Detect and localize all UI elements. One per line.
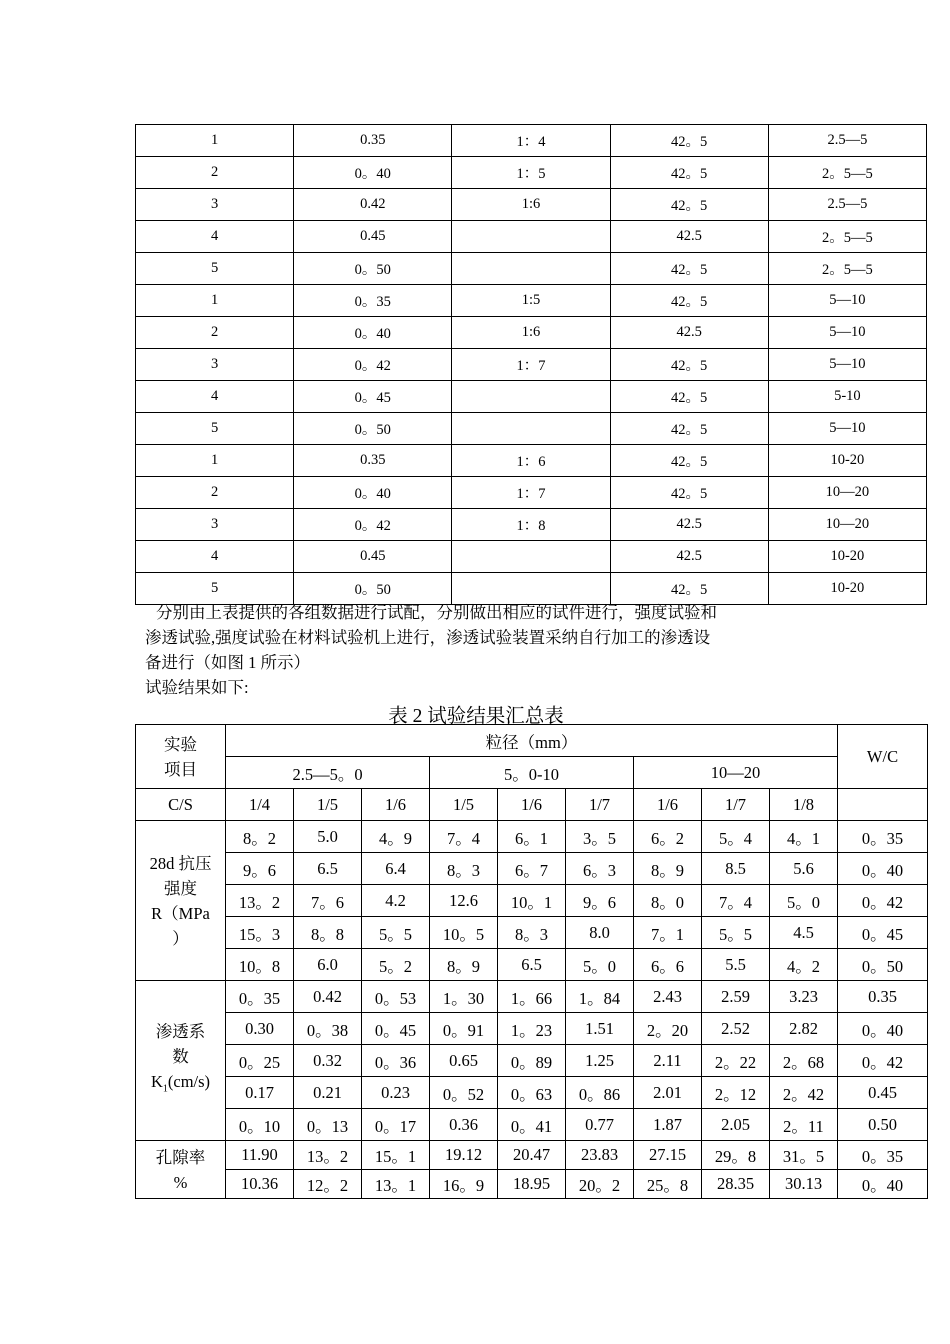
table-cell: 6。2 [634,821,702,853]
table-cell: 7。6 [294,885,362,917]
mix-proportion-table-body [136,125,927,605]
table-row [136,1077,928,1109]
table-cell: 0。38 [294,1013,362,1045]
table-cell: 1：4 [452,125,610,157]
table-row [136,221,927,253]
table-cell: 9。6 [226,853,294,885]
table-cell: 12.6 [430,885,498,917]
table-row [136,541,927,573]
particle-size-header: 粒径（mm） [226,725,838,757]
table-cell: 10。8 [226,949,294,981]
table-cell: 8。3 [498,917,566,949]
table-cell: 1。66 [498,981,566,1013]
table-cell: 5.0 [294,821,362,853]
table-row [136,1013,928,1045]
table-cell: 2 [136,317,294,349]
table-cell: 2。20 [634,1013,702,1045]
table-cell: 5-10 [768,381,926,413]
table-cell: 0.35 [294,445,452,477]
table-cell: 0。40 [294,157,452,189]
table-cell: 2.01 [634,1077,702,1109]
table-cell: 6。7 [498,853,566,885]
table-cell: 42。5 [610,285,768,317]
label-line: 渗透系 [155,1022,206,1042]
table-cell: 7。1 [634,917,702,949]
table-cell: 42。5 [610,477,768,509]
table-cell: 2 [136,477,294,509]
table-cell: 2.5—5 [768,189,926,221]
ratio-header: 1/7 [566,789,634,821]
table-row [136,125,927,157]
table2-title: 表 2 试验结果汇总表 [388,706,564,727]
table-cell: 0。41 [498,1109,566,1141]
table-cell: 0。35 [294,285,452,317]
table-cell: 2.5—5 [768,125,926,157]
table-cell: 6.0 [294,949,362,981]
table-cell: 4.2 [362,885,430,917]
table-cell: 0。35 [838,821,928,853]
table-cell: 0。50 [294,253,452,285]
table-cell: 27.15 [634,1141,702,1170]
table-row [136,981,928,1013]
table-cell: 15。1 [362,1141,430,1170]
table-cell: 1:6 [452,189,610,221]
table-row [136,853,928,885]
table-cell: 6。6 [634,949,702,981]
strength-label [136,821,226,981]
particle-group-header: 2.5—5。0 [226,757,430,789]
wc-header: W/C [838,725,928,789]
table-cell [452,381,610,413]
permeability-label [136,981,226,1141]
table-cell: 5 [136,573,294,605]
table-cell: 0.17 [226,1077,294,1109]
table-cell: 0。40 [294,477,452,509]
table-cell: 10—20 [768,477,926,509]
table-cell: 0.32 [294,1045,362,1077]
table-cell: 5。0 [770,885,838,917]
ratio-header: 1/7 [702,789,770,821]
table-cell: 0。13 [294,1109,362,1141]
table-cell: 0。40 [838,1170,928,1199]
table-cell: 42。5 [610,381,768,413]
table-cell: 0。50 [294,573,452,605]
table-cell: 0。50 [294,413,452,445]
table-cell: 3 [136,349,294,381]
table-cell: 3 [136,189,294,221]
table-cell: 0。86 [566,1077,634,1109]
table-cell: 1 [136,125,294,157]
table-cell: 4 [136,541,294,573]
table-cell: 2.05 [702,1109,770,1141]
table-cell: 13。2 [226,885,294,917]
table-row [136,445,927,477]
table-cell: 0。42 [838,1045,928,1077]
table-cell: 6.5 [294,853,362,885]
table-cell: 1。23 [498,1013,566,1045]
table-cell: 8.0 [566,917,634,949]
table-cell: 0。91 [430,1013,498,1045]
ratio-header: 1/6 [362,789,430,821]
table-cell: 19.12 [430,1141,498,1170]
table-cell: 42。5 [610,573,768,605]
table-cell [452,221,610,253]
table-cell [452,253,610,285]
table-row [136,477,927,509]
table-cell: 0.30 [226,1013,294,1045]
table-cell: 6.5 [498,949,566,981]
table-cell: 29。8 [702,1141,770,1170]
table-cell: 42.5 [610,541,768,573]
paragraph-line: 备进行（如图 1 所示） [145,653,310,672]
table-cell: 0.45 [294,221,452,253]
table-cell: 0。42 [294,349,452,381]
item-header: 实验 项目 [136,725,226,789]
table-cell: 0。52 [430,1077,498,1109]
results-summary-table [135,724,928,1199]
table-cell: 6。3 [566,853,634,885]
table-row [136,253,927,285]
table-row [136,189,927,221]
table-cell: 2。12 [702,1077,770,1109]
results-table-body [136,821,928,1199]
table-cell: 5 [136,253,294,285]
table-cell: 8.5 [702,853,770,885]
table-cell: 1 [136,445,294,477]
table-cell: 0。42 [838,885,928,917]
table-cell: 18.95 [498,1170,566,1199]
wc-empty-cell [838,789,928,821]
table-row [136,917,928,949]
table-cell: 42。5 [610,125,768,157]
ratio-header: 1/5 [294,789,362,821]
table-cell: 8。0 [634,885,702,917]
table-cell: 0。45 [362,1013,430,1045]
table-cell: 42。5 [610,445,768,477]
cs-header: C/S [136,789,226,821]
table-cell: 8。9 [634,853,702,885]
table-cell: 3 [136,509,294,541]
table-cell: 10—20 [768,509,926,541]
mix-proportion-table [135,124,927,605]
table-cell: 4.5 [770,917,838,949]
table-cell: 42。5 [610,157,768,189]
table-cell: 0.45 [838,1077,928,1109]
table-cell: 11.90 [226,1141,294,1170]
table-cell: 7。4 [702,885,770,917]
table-cell: 23.83 [566,1141,634,1170]
table-cell: 1.87 [634,1109,702,1141]
table-row [136,349,927,381]
table-cell: 0。40 [294,317,452,349]
table-cell: 4。9 [362,821,430,853]
table-row [136,157,927,189]
table-cell: 3.23 [770,981,838,1013]
table-cell: 0。45 [294,381,452,413]
table-cell: 8。9 [430,949,498,981]
results-intro: 试验结果如下: [145,678,249,697]
label-line: 数 [172,1047,189,1067]
label-line: 28d 抗压 [149,853,212,873]
table-cell: 13。2 [294,1141,362,1170]
table-cell: 2。68 [770,1045,838,1077]
table-cell: 0.42 [294,189,452,221]
table-cell: 1：8 [452,509,610,541]
table-cell: 2。42 [770,1077,838,1109]
table-cell: 1：7 [452,477,610,509]
table-cell: 5。5 [702,917,770,949]
table-cell: 7。4 [430,821,498,853]
table-cell: 6。1 [498,821,566,853]
table-cell: 2 [136,157,294,189]
table-cell: 1:6 [452,317,610,349]
table-cell: 1：6 [452,445,610,477]
ratio-header: 1/4 [226,789,294,821]
table-cell: 0。53 [362,981,430,1013]
table-cell: 2。5—5 [768,157,926,189]
table-cell: 2.59 [702,981,770,1013]
table-cell: 0。63 [498,1077,566,1109]
table-cell: 4 [136,381,294,413]
table-cell: 0。45 [838,917,928,949]
table-row [136,317,927,349]
table-cell: 0.36 [430,1109,498,1141]
table-cell: 0。42 [294,509,452,541]
table-row [136,413,927,445]
table-cell: 8。3 [430,853,498,885]
table-cell: 42。5 [610,189,768,221]
table-cell: 0.65 [430,1045,498,1077]
paragraph-line: 渗透试验,强度试验在材料试验机上进行，渗透试验装置采纳自行加工的渗透设 [145,628,711,647]
table-row [136,509,927,541]
table-cell: 0.21 [294,1077,362,1109]
body-paragraph [145,600,717,675]
table-cell: 15。3 [226,917,294,949]
label-line: ） [172,928,189,948]
table-cell: 2.11 [634,1045,702,1077]
table-row [136,949,928,981]
particle-group-header: 10—20 [634,757,838,789]
table-cell: 42.5 [610,317,768,349]
table-row [136,1045,928,1077]
table-cell: 0。10 [226,1109,294,1141]
table-cell: 2。5—5 [768,221,926,253]
table-cell: 42.5 [610,509,768,541]
table-cell: 16。9 [430,1170,498,1199]
table-cell: 25。8 [634,1170,702,1199]
table-row [136,1109,928,1141]
table-cell: 10.36 [226,1170,294,1199]
label-line: % [173,1172,188,1192]
table-cell: 2.52 [702,1013,770,1045]
table-cell: 8。2 [226,821,294,853]
table-row [136,381,927,413]
table-cell: 4。2 [770,949,838,981]
label-line: 孔隙率 [155,1147,206,1167]
table-cell: 5—10 [768,285,926,317]
table-cell: 9。6 [566,885,634,917]
table-cell [452,413,610,445]
table-cell: 2。11 [770,1109,838,1141]
table-row [136,885,928,917]
ratio-header: 1/5 [430,789,498,821]
label-line: R（MPa [151,903,210,923]
table-cell: 31。5 [770,1141,838,1170]
table-cell: 10-20 [768,445,926,477]
ratio-header: 1/6 [634,789,702,821]
table-cell: 1.25 [566,1045,634,1077]
table-cell: 1.51 [566,1013,634,1045]
table-cell: 20。2 [566,1170,634,1199]
table-row [136,1141,928,1170]
table-cell: 1。84 [566,981,634,1013]
table-cell: 42。5 [610,413,768,445]
table-cell: 0。35 [226,981,294,1013]
table-cell: 5。2 [362,949,430,981]
label-k: K [150,1072,163,1092]
table-cell: 3。5 [566,821,634,853]
table-cell: 10。1 [498,885,566,917]
table-cell: 5.5 [702,949,770,981]
table-cell: 4。1 [770,821,838,853]
table-cell: 0.35 [838,981,928,1013]
table-cell: 0。50 [838,949,928,981]
table-cell: 30.13 [770,1170,838,1199]
table-cell: 4 [136,221,294,253]
table-cell: 42.5 [610,221,768,253]
table-cell: 2。22 [702,1045,770,1077]
table-cell: 0。36 [362,1045,430,1077]
porosity-label [136,1141,226,1199]
table-row [136,285,927,317]
table-cell: 0.35 [294,125,452,157]
label-unit: (cm/s) [167,1072,211,1092]
table-cell: 0。17 [362,1109,430,1141]
ratio-header: 1/8 [770,789,838,821]
table-cell: 42。5 [610,253,768,285]
table-cell: 0。40 [838,853,928,885]
table-cell: 1。30 [430,981,498,1013]
table-cell: 5—10 [768,413,926,445]
paragraph-line: 分别由上表提供的各组数据进行试配，分别做出相应的试件进行，强度试验和 [156,603,717,622]
particle-group-header: 5。0-10 [430,757,634,789]
table-cell: 0.45 [294,541,452,573]
table-cell: 5。4 [702,821,770,853]
table-cell: 0。25 [226,1045,294,1077]
table-cell: 10。5 [430,917,498,949]
table-cell [452,541,610,573]
table-cell: 42。5 [610,349,768,381]
table-cell: 28.35 [702,1170,770,1199]
table-cell: 0。40 [838,1013,928,1045]
table-cell: 20.47 [498,1141,566,1170]
table-row [136,1170,928,1199]
table-cell: 12。2 [294,1170,362,1199]
table-cell: 5—10 [768,349,926,381]
table-cell: 8。8 [294,917,362,949]
table-cell: 1 [136,285,294,317]
table-cell: 5。5 [362,917,430,949]
label-line [136,1069,225,1101]
ratio-header: 1/6 [498,789,566,821]
table-cell: 0.23 [362,1077,430,1109]
table-cell: 1：5 [452,157,610,189]
table-cell: 0.42 [294,981,362,1013]
table-cell: 5。0 [566,949,634,981]
table-cell: 0。89 [498,1045,566,1077]
table-row [136,821,928,853]
table-cell: 10-20 [768,541,926,573]
table-cell: 2.82 [770,1013,838,1045]
label-line: 强度 [164,878,197,898]
label-subscript: 1 [162,1083,168,1095]
table-cell: 6.4 [362,853,430,885]
table-cell: 5 [136,413,294,445]
table-cell: 1：7 [452,349,610,381]
table-cell: 0.77 [566,1109,634,1141]
table-cell: 2.43 [634,981,702,1013]
table-cell: 5.6 [770,853,838,885]
table-cell: 10-20 [768,573,926,605]
table-cell: 0.50 [838,1109,928,1141]
table-cell: 13。1 [362,1170,430,1199]
table-cell: 1:5 [452,285,610,317]
table-cell: 5—10 [768,317,926,349]
table-cell: 0。35 [838,1141,928,1170]
table-cell: 2。5—5 [768,253,926,285]
